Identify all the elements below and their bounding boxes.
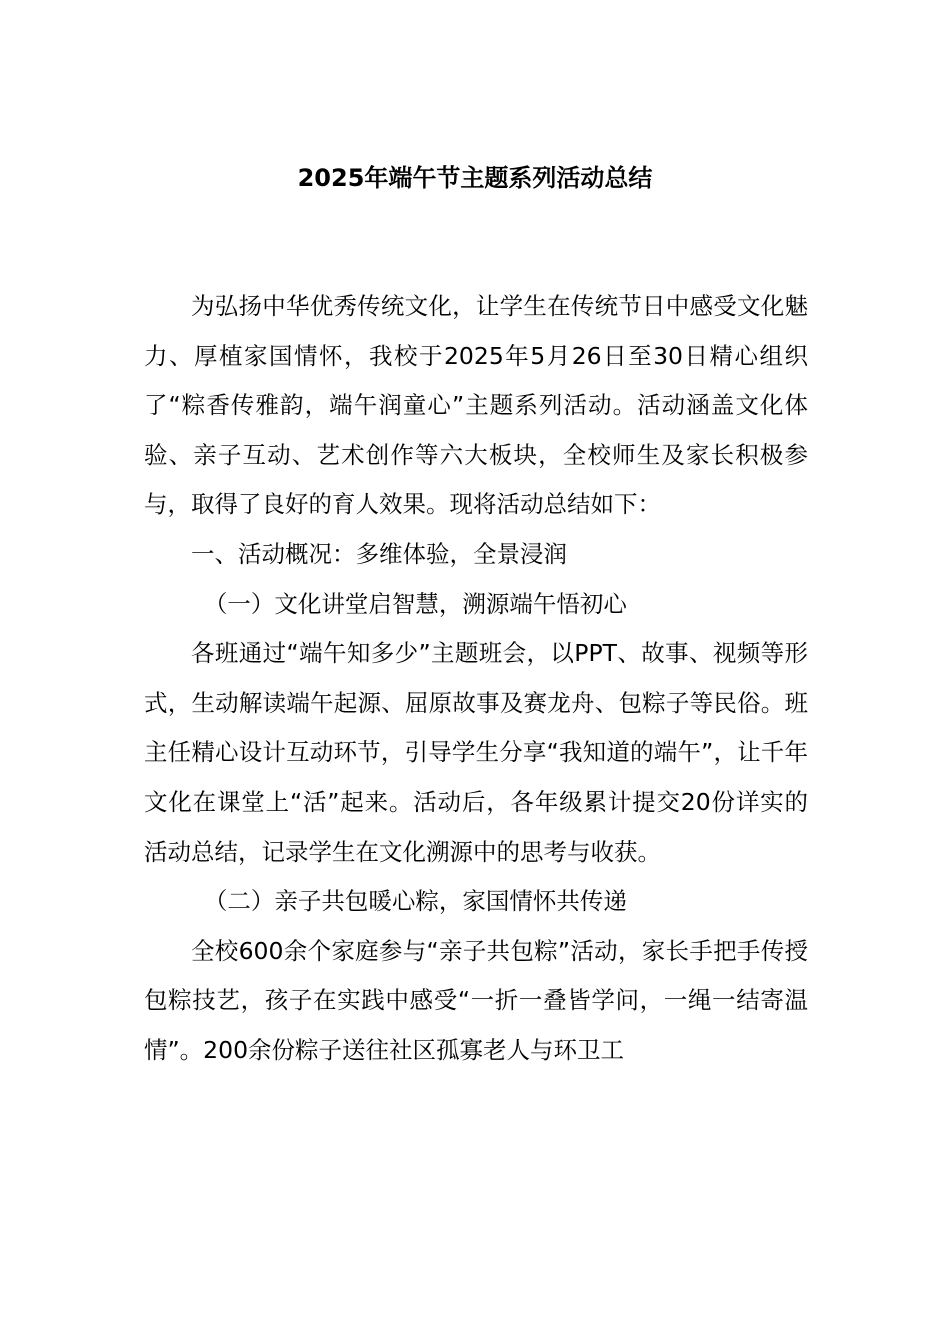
subsection-paragraph-2: 全校600余个家庭参与“亲子共包粽”活动，家长手把手传授包粽技艺，孩子在实践中感受“一折一叠皆学问，一绳一结寄温情”。200余份粽子送往社区孤寡老人与环卫工	[144, 936, 808, 1064]
document-body	[144, 282, 808, 1076]
document-title: 2025年端午节主题系列活动总结	[297, 164, 653, 192]
subsection-heading-1: （一）文化讲堂启智慧，溯源端午悟初心	[203, 589, 627, 618]
subsection-paragraph-1: 各班通过“端午知多少”主题班会，以PPT、故事、视频等形式，生动解读端午起源、屈原故事及赛龙舟、包粽子等民俗。班主任精心设计互动环节，引导学生分享“我知道的端午”，让千年文化在课堂上“活”起来。活动后，各年级累计提交20份详实的活动总结，记录学生在文化溯源中的思考与收获。	[144, 639, 808, 866]
subsection-heading-2: （二）亲子共包暖心粽，家国情怀共传递	[203, 887, 627, 916]
intro-paragraph: 为弘扬中华优秀传统文化，让学生在传统节日中感受文化魅力、厚植家国情怀，我校于2025年5月26日至30日精心组织了“粽香传雅韵，端午润童心”主题系列活动。活动涵盖文化体验、亲子互动、艺术创作等六大板块，全校师生及家长积极参与，取得了良好的育人效果。现将活动总结如下：	[144, 292, 808, 519]
section-heading-1: 一、活动概况：多维体验，全景浸润	[191, 539, 567, 568]
